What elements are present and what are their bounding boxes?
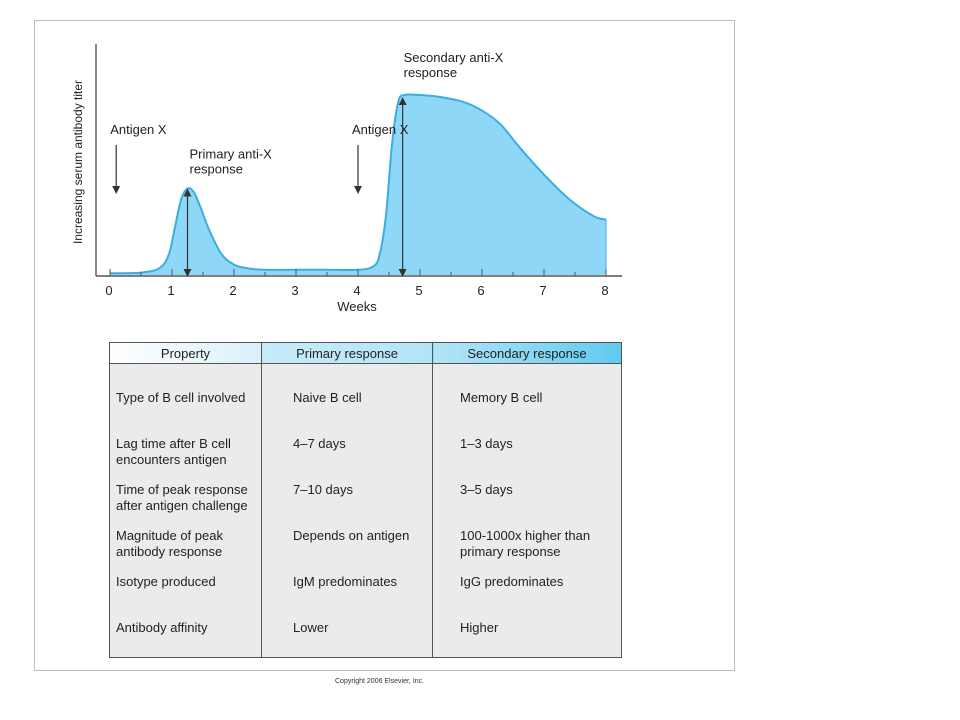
x-tick-label: 1 — [167, 283, 175, 298]
x-tick-label: 3 — [291, 283, 299, 298]
table-row — [110, 620, 622, 658]
cell-property: Isotype produced — [110, 574, 262, 620]
cell-primary: Depends on antigen — [262, 528, 433, 574]
cell-secondary: IgG predominates — [433, 574, 622, 620]
annotation-response-label: Secondary anti-X — [403, 50, 504, 66]
x-tick-label: 6 — [477, 283, 485, 298]
table-body — [110, 364, 622, 658]
cell-primary: Naive B cell — [262, 364, 433, 437]
x-axis-label: Weeks — [337, 299, 377, 314]
cell-secondary: 3–5 days — [433, 482, 622, 528]
properties-table — [109, 342, 622, 658]
cell-property: Time of peak response after antigen challenge — [110, 482, 262, 528]
annotation-antigen-x-label: Antigen X — [110, 122, 167, 137]
table-row — [110, 528, 622, 574]
x-tick-label: 0 — [105, 283, 113, 298]
header-property: Property — [110, 343, 262, 364]
table-header-row — [110, 343, 622, 364]
cell-secondary: Memory B cell — [433, 364, 622, 437]
cell-property: Antibody affinity — [110, 620, 262, 658]
annotation-antigen-x-label: Antigen X — [352, 122, 409, 137]
cell-property: Magnitude of peak antibody response — [110, 528, 262, 574]
x-tick-label: 2 — [229, 283, 237, 298]
x-tick-label: 5 — [415, 283, 423, 298]
x-tick-label: 4 — [353, 283, 361, 298]
x-tick-label: 7 — [539, 283, 547, 298]
table-row — [110, 482, 622, 528]
antibody-response-chart — [0, 0, 960, 340]
cell-secondary: Higher — [433, 620, 622, 658]
cell-secondary: 100-1000x higher than primary response — [433, 528, 622, 574]
annotation-response-label: response — [403, 65, 458, 81]
table-row — [110, 436, 622, 482]
annotation-response-label: Primary anti-X — [189, 146, 272, 162]
cell-property: Type of B cell involved — [110, 364, 262, 437]
cell-primary: Lower — [262, 620, 433, 658]
table-row — [110, 364, 622, 437]
copyright-text: Copyright 2006 Elsevier, Inc. — [335, 678, 425, 685]
cell-property: Lag time after B cell encounters antigen — [110, 436, 262, 482]
table-row — [110, 574, 622, 620]
x-tick-label: 8 — [601, 283, 609, 298]
cell-primary: IgM predominates — [262, 574, 433, 620]
header-primary-response: Primary response — [262, 343, 433, 364]
y-axis-label: Increasing serum antibody titer — [71, 79, 85, 245]
annotation-response-label: response — [189, 161, 243, 177]
cell-secondary: 1–3 days — [433, 436, 622, 482]
cell-primary: 4–7 days — [262, 436, 433, 482]
header-secondary-response: Secondary response — [433, 343, 622, 364]
cell-primary: 7–10 days — [262, 482, 433, 528]
